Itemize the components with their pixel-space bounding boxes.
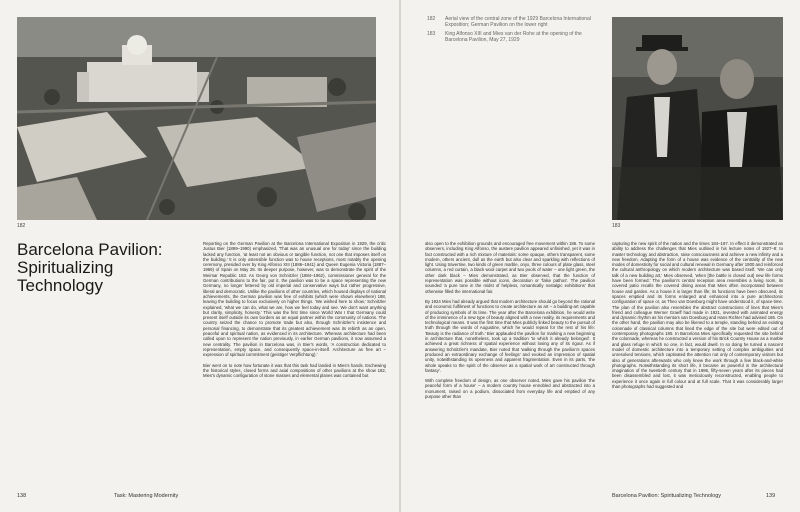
paragraph: With complete freedom of design, as one observer noted, Mies gave his pavilion 'the peaceful form of a house' – a modern country house ennobled and abstracted into a monument, raised on a podium, dissociated from everyday life and emptied of any purpose other than xyxy=(425,378,595,400)
paragraph: also open to the exhibition grounds and encouraged free movement within 186. To some observers, including King Alfonso, the austere pavilion appeared unfinished, yet it was in fact constructed with a rich mixture of materials: some opaque, others transparent, some modern, others ancient, dull as the earth but also clear and sparkling with reflections of light. Using travertine, two kinds of green marble, onyx, three colours of plate glass, steel columns, a red curtain, a black wool carpet and two pools of water – one light green, the other dark black – Mies demonstrated, as Bier observed, that the function of representation was possible without icons, decoration or 'false pathos'. The pavilion sounded 'a pure tone in the midst of helpless, romantically nostalgic exhibitions' that otherwise filled the international fair. xyxy=(425,241,595,294)
caption-number: 182 xyxy=(427,16,436,22)
text-column-1 xyxy=(203,241,386,383)
figure-number-183: 183 xyxy=(612,223,621,229)
paragraph: By 1924 Mies had already argued that modern architecture should go beyond the rational and economic fulfilment of functions to create architecture as art – a building-art capable of producing symbols of its time. The year after the Barcelona exhibition, he would write of the imminence of a new type of beauty aligned with a new reality, its requirements and technological means. It was the first time that Mies publicly linked beauty to the pursuit of truth through the words of Augustine, which he would repeat for the rest of his life: 'Beauty is the radiance of truth.' Bier applauded the pavilion for marking a new beginning in architecture that, nonetheless, took up a tradition 'to which it already belonged'. It achieved a great richness of spatial experience without losing any of its rigour. As if answering Schnitzler's mandate, Bier noted that 'walking through the pavilion's spaces produced an extraordinary exchange of feelings' and evoked an impression of spatial unity, notwithstanding its openness and apparent fragmentation. Even in its parts, 'the whole speaks to the spirit of the observer as a spatial work of art constructed through fantasy'. xyxy=(425,298,595,373)
right-running-head: Barcelona Pavilion: Spiritualizing Technology xyxy=(612,493,722,499)
caption-text: Aerial view of the central zone of the 1929 Barcelona International Exposition; German Pavilion on the lower right xyxy=(445,16,591,28)
paragraph: capturing the new spirit of the nation and the times 184–187. In effect it demonstrated an ability to address the challenges that Mies outlined in his lecture notes of 1927–8: to master technology and abstraction, raise consciousness and achieve a new infinity and a new freedom. Adapting the form of a house was evidence of the centrality of the new modes of domesticity for social and cultural renewal in Germany after 1900 and reinforced the cultural anthropology on which modern architecture was based itself. 'We can only talk of a new building art,' Mies observed, 'when [the battle is closed out] new life forms have been formed.' The pavilion's central reception area resembles a living room, its covered patio recalls the covered dining areas that Mies often incorporated between house and garden. As a house it is larger than life; its functions have been obscured, its spaces emptied and its forms enlarged and enhanced into a pure architectonic configuration of space or, as Theo van Doesburg might have understood it, of space-time. The plan of the pavilion also resembles the abstract constructions of lines that Mies's friend and colleague Werner Graeff had made in 1921, invested with animated energy and dynamic rhythm as his mentors van Doesburg and Hans Richter had advised 186. On the other hand, the pavilion may also be likened to a temple, standing behind an existing colonnade of classical columns that lined the edge of the site but were edited out of contemporary photographs 185. In Barcelona Mies specifically requested the site behind the colonnade, whereas he constructed a version of his Brick Country House as a marble and glass refuge in which no one, in fact, would dwell. In so doing he turned a nascent model of domestic architecture into a temporary setting of complex ambiguities and unresolved tensions, which captivated the attention not only of contemporary visitors but also of generations afterwards who only knew the work through a few black-and-white photographs. Notwithstanding its short life, it became as powerful in the architectural imagination of the twentieth century that in 1986, fifty-seven years after its pieces had been disassembled and lost, it was meticulously reconstructed, enabling people to experience it once again in full colour and at full scale. That it was considerably larger than photographs had suggested and xyxy=(612,241,784,390)
caption-183 xyxy=(427,31,597,43)
caption-182 xyxy=(427,16,597,28)
paragraph: Bier went on to note how fortunate it was that this task had landed in Mies's hands. Eschewing the historical styles, closed forms and axial compositions of other pavilions at the show 182, Mies's dynamic configuration of stone masses and elemental planes was contained but xyxy=(203,362,386,379)
right-page-number: 139 xyxy=(766,493,776,499)
text-column-2 xyxy=(425,241,595,404)
aerial-photo-figure-182 xyxy=(17,17,376,220)
figure-captions xyxy=(427,16,597,46)
caption-text: King Alfonso XIII and Mies van der Rohe at the opening of the Barcelona Pavilion, May 27, 1929 xyxy=(445,31,582,43)
left-running-head: Task: Mastering Modernity xyxy=(114,493,179,499)
paragraph: Reporting on the German Pavilion at the Barcelona International Exposition in 1929, the critic Justus Bier (1899–1990) emphasized, 'That was an unusual one for today' since the building lacked any function, 'at least not an obvious or tangible function, not one that imposes itself on the building.' It is only ostensible function was to house receptions, most notably the opening ceremony, presided over by King Alfonso XIII (1886–1941) and Queen Eugenia Victoria (1887–1969) of Spain on May 28. Its deeper purpose, however, was to demonstrate the spirit of the Weimar Republic 183. As Georg von Schnitzler (1884–1962), commissioner general for the German contributions to the fair, put it, the pavilion was to be a space representing the new Germany, no longer fettered by old imperial and conservative ways but rather progressive, liberal and democratic. Unlike the pavilions of other countries, which housed displays of national achievements, the German pavilion was free of exhibits (which were shown elsewhere) 188, leaving the building to focus exclusively on higher things. 'We wished here to show,' Schnitzler explained, 'what we can do, what we are, how we feel today and see. We don't want anything but clarity, simplicity, honesty.' This was the first time since World War I that Germany could present itself outside its own borders as an equal partner within the community of nations. The country seized the chance to promote trade but also, through Schnitzler's insistence and personal financing, to demonstrate that its greatest achievement was its rebirth as an open, peaceful and spiritual nation, as evidenced in its architecture. Whereas architecture had been called upon to represent the nation previously, in earlier German pavilions, it now assumed a new centrality. The pavilion in Barcelona was, in Bier's words, 'A construction dedicated to representation, empty space, and consequently space-in-itself. Architecture as free art – expression of spiritual commitment (geistiger Verpflichtung).' xyxy=(203,241,386,358)
portrait-photo-figure-183 xyxy=(612,17,783,220)
text-column-3 xyxy=(612,241,783,394)
left-page-number: 138 xyxy=(17,493,27,499)
book-gutter xyxy=(399,0,401,512)
caption-number: 183 xyxy=(427,31,436,37)
figure-number-182: 182 xyxy=(17,223,26,229)
chapter-heading: Barcelona Pavilion: Spiritualizing Technology xyxy=(17,240,163,295)
